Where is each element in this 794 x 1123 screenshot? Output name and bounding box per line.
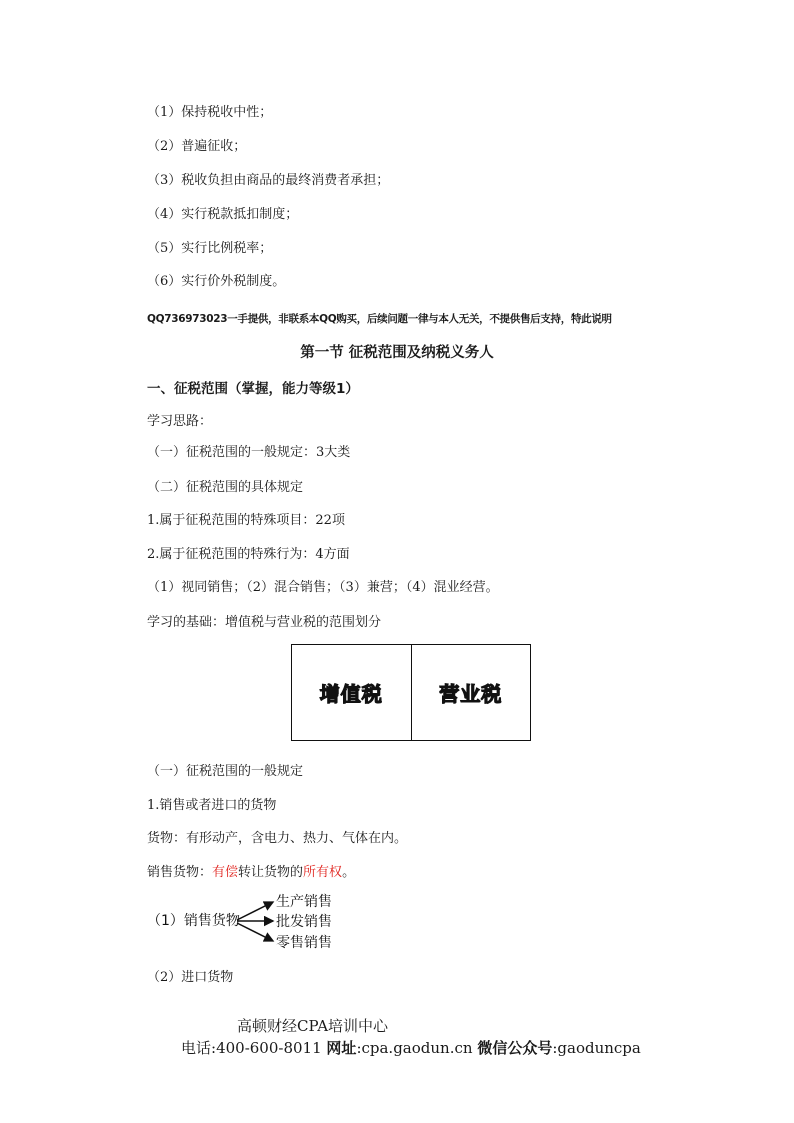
sale-def-prefix: 销售货物： [147,865,213,880]
study-line-5: 2.属于征税范围的特殊行为：4方面 [147,547,350,562]
sale-definition [147,864,355,882]
feature-item-2: （2）普遍征收； [147,139,247,154]
footer-phone-label: 电话 [181,1039,212,1057]
footer-org: 高顿财经CPA培训中心 [237,1017,389,1035]
arrow-to-retail [237,923,273,941]
business-tax-box: 营业税 [411,645,531,740]
branch-wholesale: 批发销售 [276,914,332,930]
feature-item-5: （5）实行比例税率； [147,241,273,256]
vat-box: 增值税 [319,682,383,706]
footer-phone: :400-600-8011 [211,1039,322,1057]
general-line-3: 货物：有形动产，含电力、热力、气体在内。 [147,831,408,846]
section-heading: 一、征税范围（掌握，能力等级1） [147,381,359,397]
study-line-1: 学习思路： [147,414,213,429]
branch-retail: 零售销售 [276,935,332,951]
footer-wechat: :gaoduncpa [552,1039,641,1057]
study-line-2: （一）征税范围的一般规定：3大类 [147,445,351,460]
footer-wechat-label: 微信公众号 [477,1039,553,1057]
sale-def-paid: 有偿 [212,865,239,880]
diagram-root-label: （1）销售货物 [147,913,240,929]
study-line-4: 1.属于征税范围的特殊项目：22项 [147,513,345,528]
sale-def-ownership: 所有权 [303,865,343,880]
import-goods-line: （2）进口货物 [147,970,234,985]
arrow-to-production [237,902,273,920]
feature-item-6: （6）实行价外税制度。 [147,274,286,289]
study-line-6: （1）视同销售；（2）混合销售；（3）兼营；（4）混业经营。 [147,580,499,595]
sale-def-middle: 转让货物的 [238,865,304,880]
feature-item-4: （4）实行税款抵扣制度； [147,207,299,222]
study-line-7: 学习的基础：增值税与营业税的范围划分 [147,615,382,630]
footer-site-label: 网址 [326,1039,357,1057]
tax-comparison-boxes [291,644,531,741]
branch-production-sale: 生产销售 [276,894,332,910]
general-line-2: 1.销售或者进口的货物 [147,798,277,813]
seller-notice: QQ736973023一手提供，非联系本QQ购买，后续问题一律与本人无关，不提供售后支持，特此说明 [147,313,612,325]
footer-contact [181,1037,641,1058]
section-title: 第一节 征税范围及纳税义务人 [300,345,494,361]
general-line-1: （一）征税范围的一般规定 [147,764,304,779]
footer-site: :cpa.gaodun.cn [356,1039,473,1057]
feature-item-1: （1）保持税收中性； [147,105,273,120]
study-line-3: （二）征税范围的具体规定 [147,480,304,495]
sale-def-suffix: 。 [342,865,356,880]
feature-item-3: （3）税收负担由商品的最终消费者承担； [147,173,390,188]
sales-types-diagram [147,890,347,952]
